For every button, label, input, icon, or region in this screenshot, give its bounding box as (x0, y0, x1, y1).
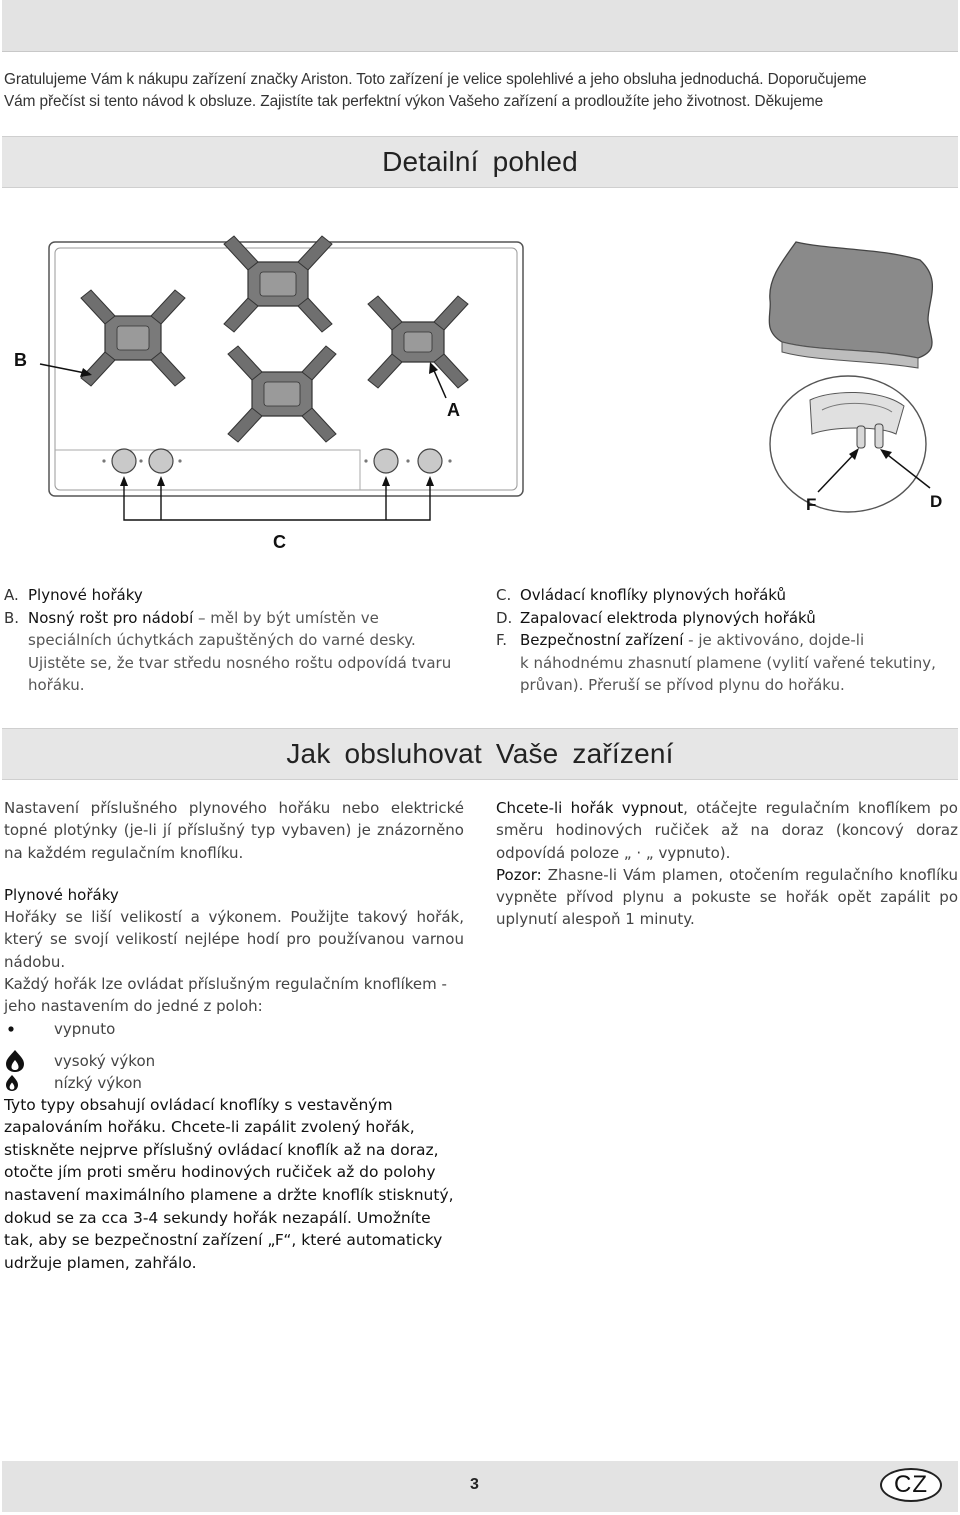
option-label: nízký výkon (54, 1073, 142, 1092)
legend-text: Ujistěte se, že tvar středu nosného roštu odpovídá tvaru (28, 653, 452, 672)
legend-key: C. (496, 586, 512, 604)
large-flame-icon (4, 1049, 54, 1073)
legend-item-f (496, 629, 956, 697)
legend-key: A. (4, 586, 19, 604)
operation-right-column (496, 797, 958, 931)
option-low (4, 1072, 464, 1094)
option-high (4, 1050, 464, 1072)
burner-cap-detail (769, 242, 932, 368)
paragraph: Nastavení příslušného plynového hořáku nebo elektrické topné plotýnky (je-li jí příslušný typ vybaven) je znázorněno na každém regulačním knoflíku. (4, 799, 464, 862)
legend-item-b (4, 607, 474, 697)
section-header-detail (2, 136, 958, 188)
legend-item-c (496, 584, 956, 607)
option-off (4, 1018, 464, 1040)
paragraph: Hořáky se liší velikostí a výkonem. Použijte takový hořák, který se svojí velikostí nejlépe hodí pro používanou varnou nádobu. (4, 908, 464, 971)
legend-text: hořáku. (28, 676, 85, 694)
paragraph-warning (496, 864, 958, 931)
legend-item-a (4, 584, 474, 607)
bold-lead: Pozor: (496, 865, 542, 884)
figure-label-b: B (14, 350, 27, 370)
option-label: vypnuto (54, 1019, 116, 1038)
language-badge: CZ (880, 1468, 942, 1502)
intro-line: Gratulujeme Vám k nákupu zařízení značky Ariston. Toto zařízení je velice spolehlivé a jeho obsluha jednoduchá. Doporučujeme (4, 71, 867, 88)
operation-left-column (4, 797, 464, 1274)
ignition-instructions: Tyto typy obsahují ovládací knoflíky s vestavěným zapalováním hořáku. Chcete-li zapálit zvolený hořák, stiskněte nejprve příslušný ovládací knoflík až na doraz, otočte jím proti směru hodinových ručiček až do polohy nastavení maximálního plamene a držte knoflík stisknutý, dokud se za cca 3-4 sekundy hořák nezapálí. Umožníte tak, aby se bezpečnostní zařízení „F“, které automaticky udržuje plamen, zahřálo. (4, 1095, 454, 1272)
figure-label-a: A (447, 400, 460, 420)
header-band (2, 0, 958, 52)
legend-right (496, 584, 956, 697)
section-title: Jak obsluhovat Vaše zařízení (286, 738, 674, 769)
hob-illustration (0, 220, 960, 560)
legend-text: - je aktivováno, dojde-li (683, 631, 865, 649)
legend-title: Zapalovací elektroda plynových hořáků (520, 608, 816, 627)
intro-text (4, 69, 959, 113)
figure-label-c: C (273, 532, 286, 552)
footer-band (2, 1461, 958, 1512)
legend-key: B. (4, 608, 20, 627)
option-label: vysoký výkon (54, 1051, 156, 1070)
page-number: 3 (470, 1476, 479, 1493)
paragraph: Každý hořák lze ovládat příslušným regulačním knoflíkem - jeho nastavením do jedné z poloh: (4, 975, 447, 1016)
section-header-operation (2, 728, 958, 780)
legend-title: Nosný rošt pro nádobí (28, 608, 194, 627)
legend-text: speciálních úchytkách zapuštěných do varné desky. (28, 631, 416, 649)
legend-item-d (496, 607, 956, 630)
legend-title: Bezpečnostní zařízení (520, 631, 684, 649)
paragraph-text: Zhasne-li Vám plamen, otočením regulačního knoflíku vypněte přívod plynu a pokuste se hořák opět zapálit po uplynutí alespoň 1 minuty. (496, 865, 958, 929)
intro-line: Vám přečíst si tento návod k obsluze. Zajistíte tak perfektní výkon Vašeho zařízení a prodloužíte jeho životnost. Děkujeme (4, 93, 824, 110)
figure-label-d: D (930, 492, 943, 511)
section-title: Detailní pohled (382, 146, 578, 177)
bold-lead: Chcete-li hořák vypnout (496, 799, 684, 817)
dot-icon (4, 1022, 54, 1036)
burner-base-detail (770, 376, 926, 512)
legend-text: průvan). Přeruší se přívod plynu do hořáku. (520, 676, 845, 694)
small-flame-icon (4, 1074, 54, 1092)
legend-text: k náhodnému zhasnutí plamene (vylití vařené tekutiny, (520, 653, 936, 672)
legend-key: D. (496, 608, 513, 627)
legend-title: Plynové hořáky (28, 586, 143, 604)
legend-title: Ovládací knoflíky plynových hořáků (520, 586, 787, 604)
paragraph-text: , otáčejte regulačním knoflíkem po směru hodinových ručiček až na doraz (koncový doraz odpovídá poloze „ · „ vypnuto). (496, 799, 958, 862)
subheading: Plynové hořáky (4, 885, 119, 904)
legend-text: – měl by být umístěn ve (193, 608, 379, 627)
legend-key: F. (496, 631, 507, 649)
paragraph-switch-off (496, 797, 958, 864)
figure-label-f: F (806, 495, 817, 514)
legend-left (4, 584, 474, 697)
